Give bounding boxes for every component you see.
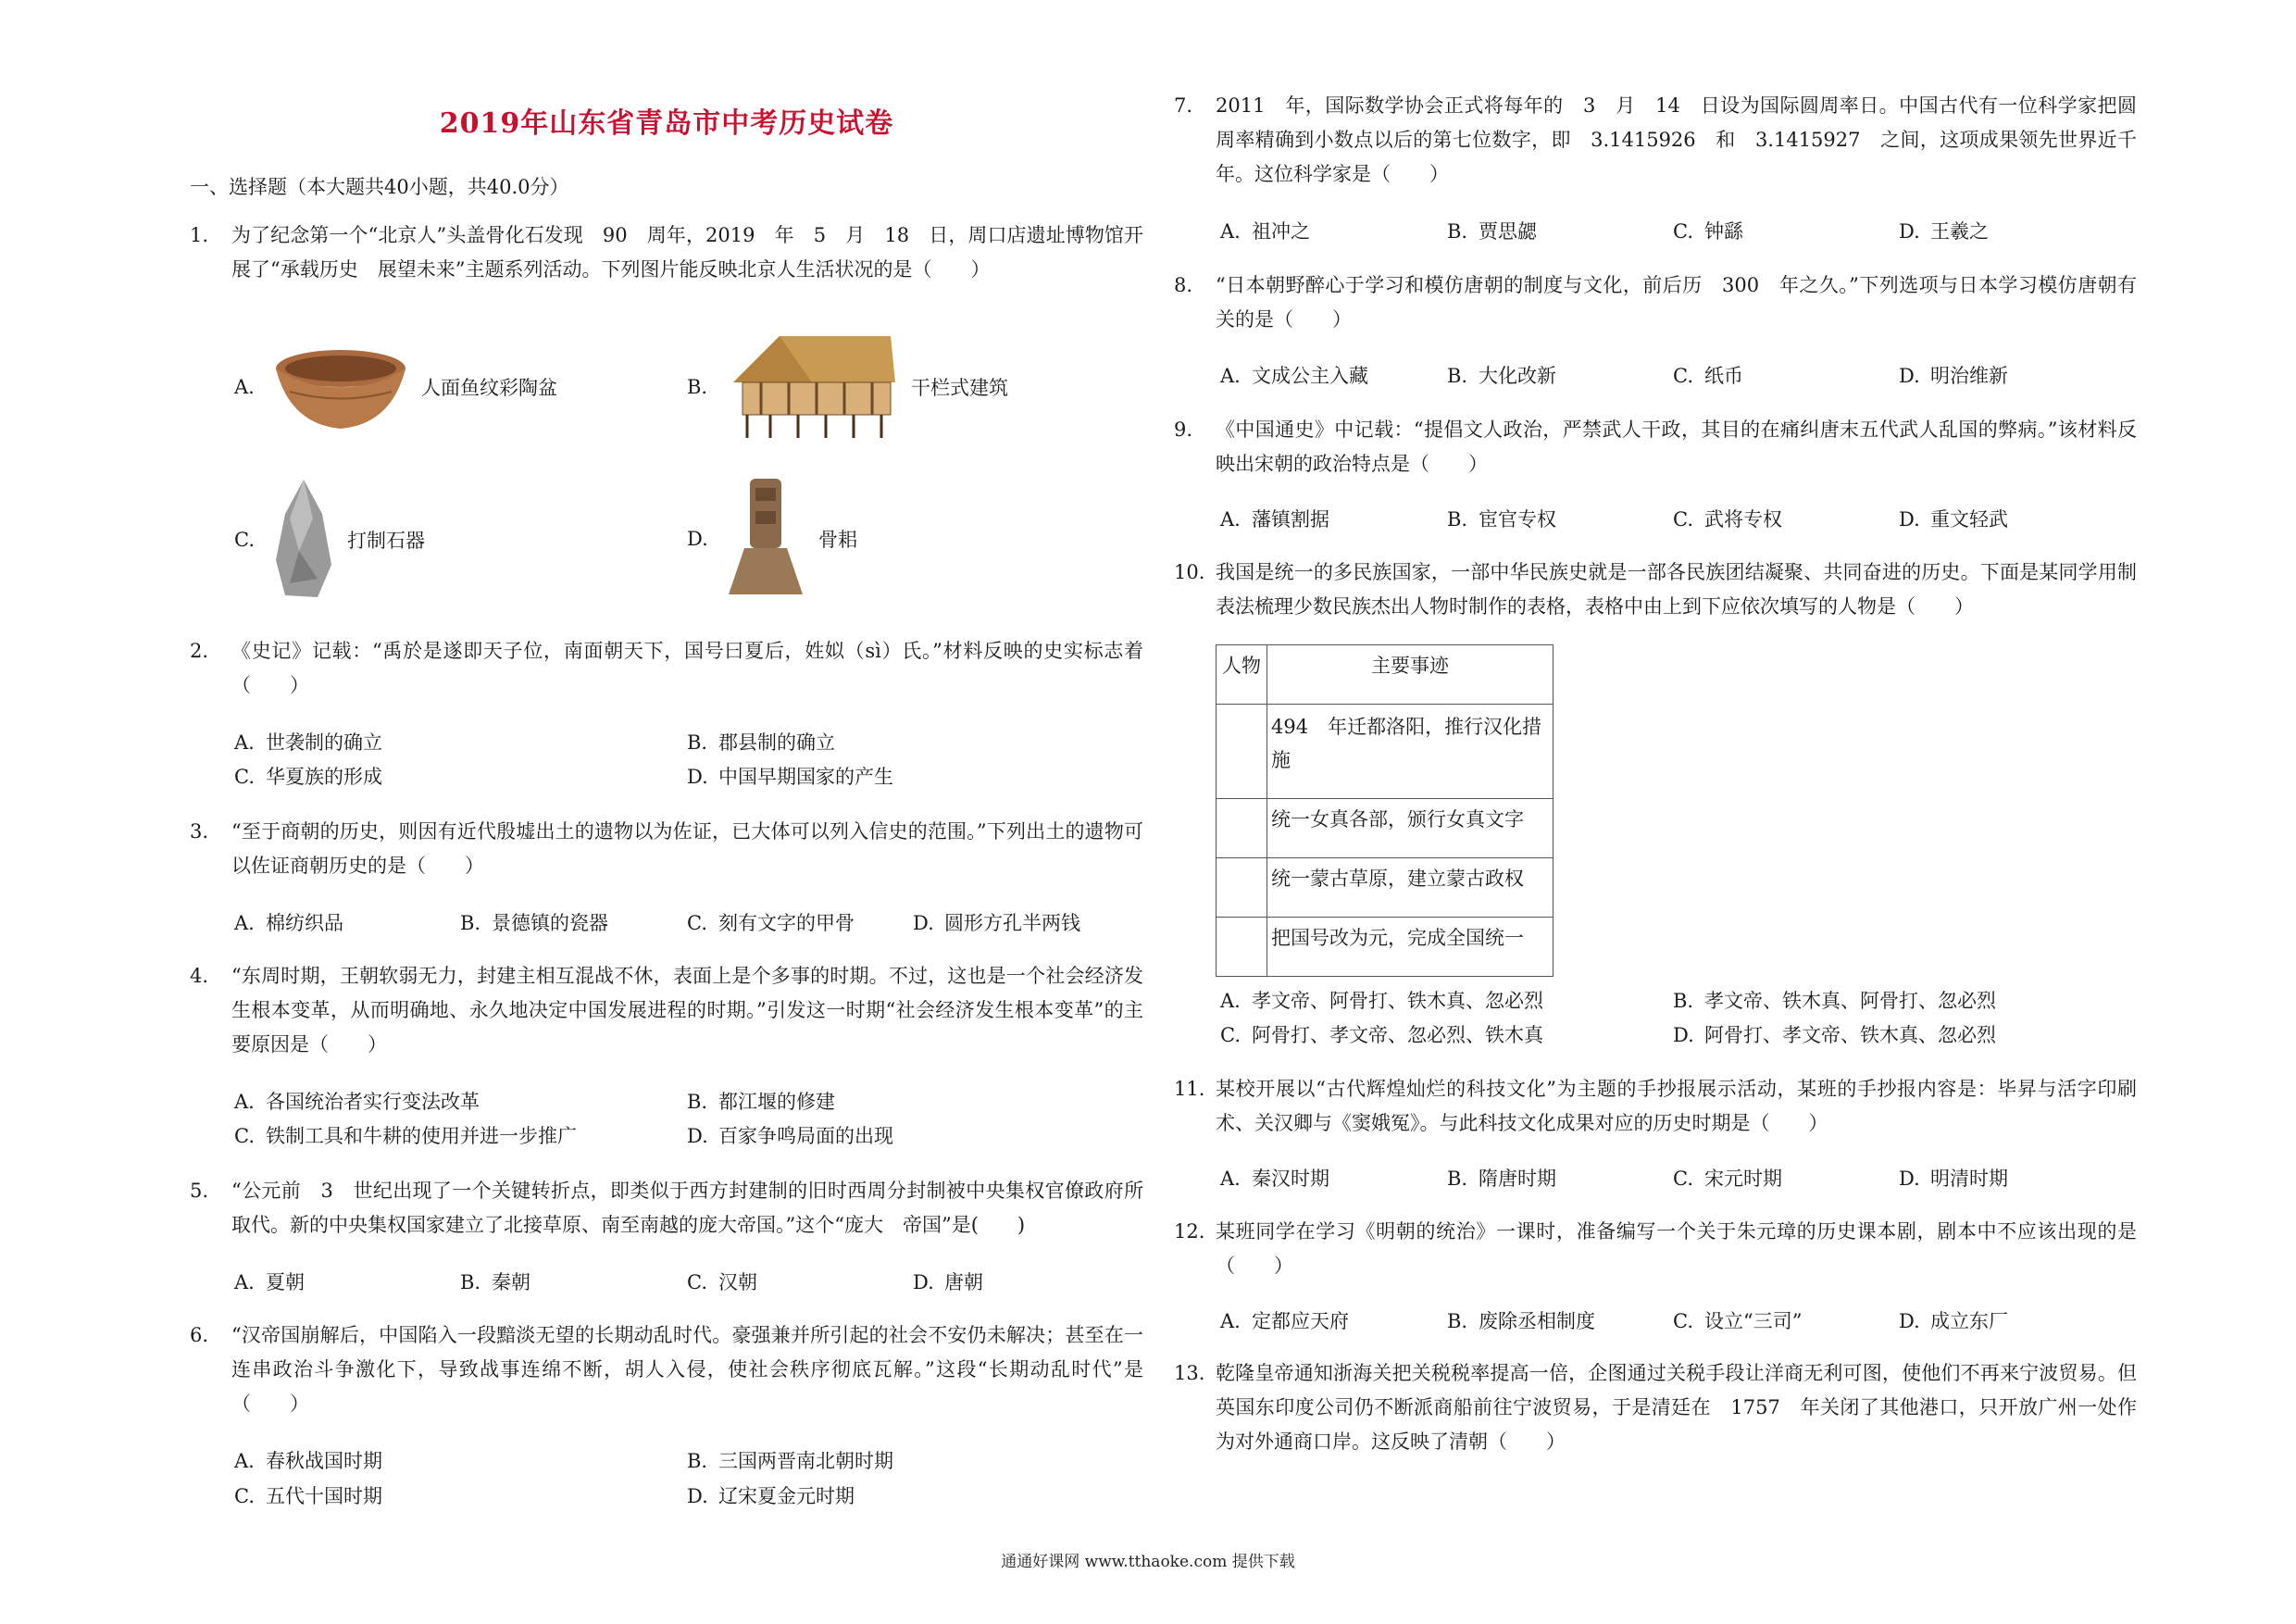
option-letter: C. (234, 528, 255, 551)
option-b[interactable]: B. 三国两晋南北朝时期 (687, 1450, 893, 1472)
chipped-stone-tool-image (271, 477, 336, 602)
table-header: 主要事迹 (1267, 645, 1554, 705)
option-text: 人面鱼纹彩陶盆 (421, 377, 557, 399)
question-stem: “公元前 3 世纪出现了一个关键转折点，即类似于西方封建制的旧时西周分封制被中央集权官僚政府所取代。新的中央集权国家建立了北接草原、南至南越的庞大帝国。”这个“庞大 帝国”是( ) (231, 1180, 1143, 1236)
option-d[interactable]: D. 成立东厂 (1899, 1310, 2008, 1332)
table-cell-blank (1217, 918, 1267, 977)
option-letter: B. (687, 376, 708, 398)
table-cell-blank (1217, 705, 1267, 799)
option-c[interactable]: C. 武将专权 (1673, 508, 1782, 531)
question-stem: 为了纪念第一个“北京人”头盖骨化石发现 90 周年，2019 年 5 月 18 日，周口店遗址博物馆开展了“承载历史 展望未来”主题系列活动。下列图片能反映北京人生活状况的是（ ） (231, 224, 1143, 281)
page-title: 2019年山东省青岛市中考历史试卷 (439, 107, 894, 140)
question-11 (1174, 1072, 2137, 1141)
question-number: 3. (190, 820, 209, 843)
pottery-basin-image (271, 341, 410, 433)
option-c[interactable]: C. 华夏族的形成 (234, 766, 382, 788)
question-number: 10. (1174, 561, 1205, 583)
option-text: 骨耜 (818, 529, 857, 551)
option-d[interactable]: D. 圆形方孔半两钱 (913, 912, 1080, 934)
question-8 (1174, 269, 2137, 337)
option-a[interactable] (234, 341, 557, 433)
stilt-house-image (724, 331, 900, 443)
question-9 (1174, 413, 2137, 481)
question-13 (1174, 1356, 2137, 1459)
question-number: 1. (190, 224, 209, 246)
table-cell-blank (1217, 858, 1267, 918)
option-a[interactable]: A. 秦汉时期 (1220, 1168, 1329, 1190)
option-b[interactable] (687, 331, 1008, 443)
option-c[interactable]: C. 阿骨打、孝文帝、忽必烈、铁木真 (1220, 1024, 1543, 1046)
option-b[interactable]: B. 秦朝 (460, 1271, 530, 1293)
question-number: 5. (190, 1180, 209, 1202)
question-stem: “日本朝野醉心于学习和模仿唐朝的制度与文化，前后历 300 年之久。”下列选项与日本学习模仿唐朝有关的是（ ） (1216, 274, 2137, 331)
question-stem: 《中国通史》中记载：“提倡文人政治，严禁武人干政，其目的在痛纠唐末五代武人乱国的弊病。”该材料反映出宋朝的政治特点是（ ） (1216, 418, 2137, 475)
option-d[interactable] (687, 474, 857, 604)
option-c[interactable]: C. 宋元时期 (1673, 1168, 1782, 1190)
table-cell: 把国号改为元，完成全国统一 (1267, 918, 1554, 977)
option-a[interactable]: A. 春秋战国时期 (234, 1450, 382, 1472)
question-1 (190, 219, 1143, 287)
option-a[interactable]: A. 夏朝 (234, 1271, 305, 1293)
option-a[interactable]: A. 文成公主入藏 (1220, 365, 1368, 387)
question-number: 12. (1174, 1220, 1205, 1243)
table-cell-blank (1217, 799, 1267, 858)
question-stem: 我国是统一的多民族国家，一部中华民族史就是一部各民族团结凝聚、共同奋进的历史。下面是某同学用制表法梳理少数民族杰出人物时制作的表格，表格中由上到下应依次填写的人物是（ ） (1216, 561, 2137, 618)
option-b[interactable]: B. 都江堰的修建 (687, 1091, 835, 1113)
question-number: 7. (1174, 94, 1193, 117)
option-c[interactable]: C. 汉朝 (687, 1271, 757, 1293)
option-d[interactable]: D. 王羲之 (1899, 220, 1989, 243)
question-3 (190, 815, 1143, 883)
option-a[interactable]: A. 世袭制的确立 (234, 731, 382, 754)
option-d[interactable]: D. 百家争鸣局面的出现 (687, 1125, 893, 1147)
option-b[interactable]: B. 贾思勰 (1447, 220, 1537, 243)
question-number: 4. (190, 965, 209, 987)
option-a[interactable]: A. 棉纺织品 (234, 912, 343, 934)
option-d[interactable]: D. 重文轻武 (1899, 508, 2008, 531)
option-d[interactable]: D. 唐朝 (913, 1271, 983, 1293)
question-number: 9. (1174, 418, 1193, 441)
option-c[interactable]: C. 钟繇 (1673, 220, 1743, 243)
option-b[interactable]: B. 宦官专权 (1447, 508, 1556, 531)
option-b[interactable]: B. 废除丞相制度 (1447, 1310, 1595, 1332)
option-text: 打制石器 (347, 529, 425, 552)
option-d[interactable]: D. 阿骨打、孝文帝、铁木真、忽必烈 (1673, 1024, 1996, 1046)
question-stem: 某班同学在学习《明朝的统治》一课时，准备编写一个关于朱元璋的历史课本剧，剧本中不应该出现的是（ ） (1216, 1220, 2137, 1277)
option-letter: D. (687, 528, 708, 550)
option-c[interactable] (234, 477, 425, 602)
option-letter: A. (234, 376, 255, 398)
table-header: 人物 (1217, 645, 1267, 705)
question-stem: “汉帝国崩解后，中国陷入一段黯淡无望的长期动乱时代。豪强兼并所引起的社会不安仍未解决；甚至在一连串政治斗争激化下，导致战事连绵不断，胡人入侵，使社会秩序彻底瓦解。”这段“长期动乱时代”是（ ） (231, 1324, 1143, 1415)
section-heading: 一、选择题（本大题共40小题，共40.0分） (190, 176, 569, 198)
question-stem: 某校开展以“古代辉煌灿烂的科技文化”为主题的手抄报展示活动，某班的手抄报内容是：毕昇与活字印刷术、关汉卿与《窦娥冤》。与此科技文化成果对应的历史时期是（ ） (1216, 1078, 2137, 1134)
question-7 (1174, 89, 2137, 192)
page-footer: 通通好课网 www.tthaoke.com 提供下载 (1001, 1553, 1295, 1571)
option-b[interactable]: B. 景德镇的瓷器 (460, 912, 608, 934)
question-number: 2. (190, 640, 209, 662)
question-number: 6. (190, 1324, 209, 1346)
option-d[interactable]: D. 辽宋夏金元时期 (687, 1485, 855, 1507)
question-5 (190, 1174, 1143, 1243)
option-c[interactable]: C. 纸币 (1673, 365, 1743, 387)
option-c[interactable]: C. 五代十国时期 (234, 1485, 382, 1507)
question-6 (190, 1318, 1143, 1421)
question-10 (1174, 556, 2137, 624)
option-a[interactable]: A. 定都应天府 (1220, 1310, 1349, 1332)
option-c[interactable]: C. 设立“三司” (1673, 1310, 1803, 1332)
option-text: 干栏式建筑 (911, 377, 1008, 399)
table-cell: 494 年迁都洛阳，推行汉化措施 (1267, 705, 1554, 799)
option-b[interactable]: B. 隋唐时期 (1447, 1168, 1556, 1190)
historical-figures-table (1216, 644, 1554, 977)
question-12 (1174, 1215, 2137, 1283)
question-number: 11. (1174, 1078, 1205, 1100)
option-a[interactable]: A. 孝文帝、阿骨打、铁木真、忽必烈 (1220, 990, 1543, 1012)
question-stem: 乾隆皇帝通知浙海关把关税税率提高一倍，企图通过关税手段让洋商无利可图，使他们不再来宁波贸易。但英国东印度公司仍不断派商船前往宁波贸易，于是清廷在 1757 年关闭了其他港口，只开放广州一处作为对外通商口岸。这反映了清朝（ ） (1216, 1362, 2137, 1453)
option-d[interactable]: D. 明清时期 (1899, 1168, 2008, 1190)
question-stem: “至于商朝的历史，则因有近代殷墟出土的遗物以为佐证，已大体可以列入信史的范围。”下列出土的遗物可以佐证商朝历史的是（ ） (231, 820, 1143, 877)
option-a[interactable]: A. 祖冲之 (1220, 220, 1310, 243)
question-stem: “东周时期，王朝软弱无力，封建主相互混战不休，表面上是个多事的时期。不过，这也是一个社会经济发生根本变革，从而明确地、永久地决定中国发展进程的时期。”引发这一时期“社会经济发生根本变革”的主要原因是（ ） (231, 965, 1143, 1056)
option-c[interactable]: C. 铁制工具和牛耕的使用并进一步推广 (234, 1125, 577, 1147)
option-b[interactable]: B. 孝文帝、铁木真、阿骨打、忽必烈 (1673, 990, 1996, 1012)
question-stem: 《史记》记载：“禹於是遂即天子位，南面朝天下，国号曰夏后，姓姒（sì）氏。”材料反映的史实标志着（ ） (231, 640, 1143, 696)
option-c[interactable]: C. 刻有文字的甲骨 (687, 912, 855, 934)
question-number: 13. (1174, 1362, 1205, 1384)
option-a[interactable]: A. 各国统治者实行变法改革 (234, 1091, 480, 1113)
option-b[interactable]: B. 大化改新 (1447, 365, 1556, 387)
option-b[interactable]: B. 郡县制的确立 (687, 731, 835, 754)
option-a[interactable]: A. 藩镇割据 (1220, 508, 1329, 531)
question-stem: 2011 年，国际数学协会正式将每年的 3 月 14 日设为国际圆周率日。中国古代有一位科学家把圆周率精确到小数点以后的第七位数字，即 3.1415926 和 3.1415927 之间，这项成果领先世界近千年。这位科学家是（ ） (1216, 94, 2137, 185)
option-d[interactable]: D. 明治维新 (1899, 365, 2008, 387)
question-number: 8. (1174, 274, 1193, 296)
bone-spade-image (724, 474, 807, 604)
option-d[interactable]: D. 中国早期国家的产生 (687, 766, 893, 788)
table-cell: 统一女真各部，颁行女真文字 (1267, 799, 1554, 858)
table-cell: 统一蒙古草原，建立蒙古政权 (1267, 858, 1554, 918)
question-4 (190, 959, 1143, 1062)
question-2 (190, 634, 1143, 703)
